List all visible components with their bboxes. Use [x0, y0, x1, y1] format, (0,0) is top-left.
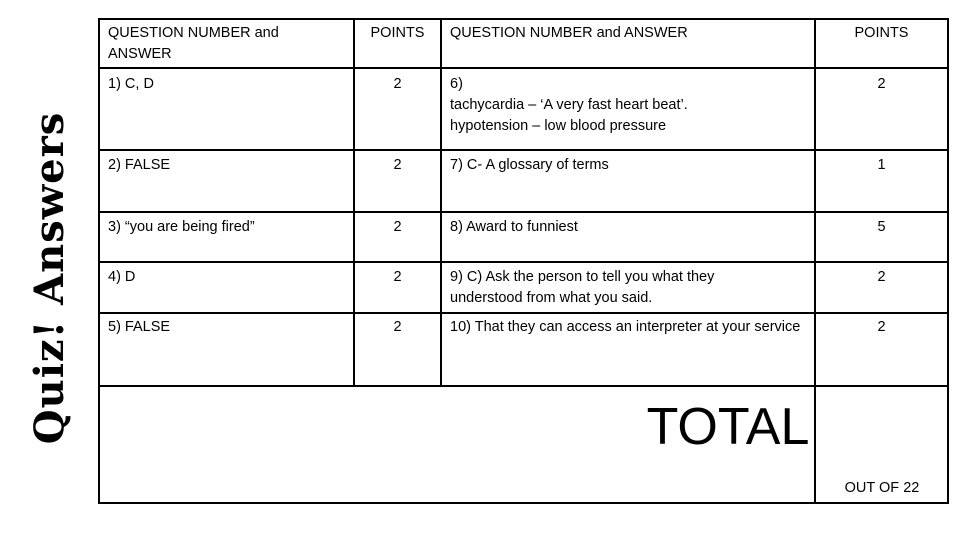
side-title: Quiz! Answers	[26, 111, 73, 445]
answer-q6	[442, 74, 812, 137]
points-q9: 2	[877, 269, 886, 285]
answer-q6-hypotension: hypotension – low blood pressure	[450, 118, 667, 134]
points-q7: 1	[877, 157, 886, 173]
points-q4: 2	[393, 269, 402, 285]
points-q6: 2	[877, 76, 886, 92]
total-label: TOTAL	[646, 398, 810, 456]
answer-q2: 2) FALSE	[108, 157, 171, 173]
answer-q1: 1) C, D	[108, 76, 154, 92]
row-divider-1	[98, 67, 949, 69]
answer-q5: 5) FALSE	[108, 319, 171, 335]
answer-q7: 7) C- A glossary of terms	[450, 157, 609, 173]
table-border-top	[98, 18, 949, 20]
row-divider-4	[98, 261, 949, 263]
header-question-answer-1: QUESTION NUMBER and ANSWER	[108, 25, 279, 62]
points-q1: 2	[393, 76, 402, 92]
header-question-answer-2: QUESTION NUMBER and ANSWER	[450, 25, 688, 41]
answer-q8: 8) Award to funniest	[450, 219, 578, 235]
answer-q6-tachycardia: tachycardia – ‘A very fast heart beat’.	[450, 97, 688, 113]
points-q3: 2	[393, 219, 402, 235]
row-divider-5	[98, 312, 949, 314]
points-q10: 2	[877, 319, 886, 335]
answer-q4: 4) D	[108, 269, 136, 285]
header-points-1: POINTS	[370, 25, 425, 41]
row-divider-2	[98, 149, 949, 151]
out-of-label: OUT OF 22	[844, 480, 920, 496]
row-divider-3	[98, 211, 949, 213]
table-border-bottom	[98, 502, 949, 504]
answer-q10: 10) That they can access an interpreter at your service	[450, 319, 801, 335]
answer-q3: 3) “you are being fired”	[108, 219, 255, 235]
points-q2: 2	[393, 157, 402, 173]
row-divider-6	[98, 385, 949, 387]
points-q5: 2	[393, 319, 402, 335]
answer-q6-number: 6)	[450, 76, 463, 92]
header-points-2: POINTS	[854, 25, 909, 41]
points-q8: 5	[877, 219, 886, 235]
answer-q9: 9) C) Ask the person to tell you what they understood from what you said.	[450, 269, 715, 306]
